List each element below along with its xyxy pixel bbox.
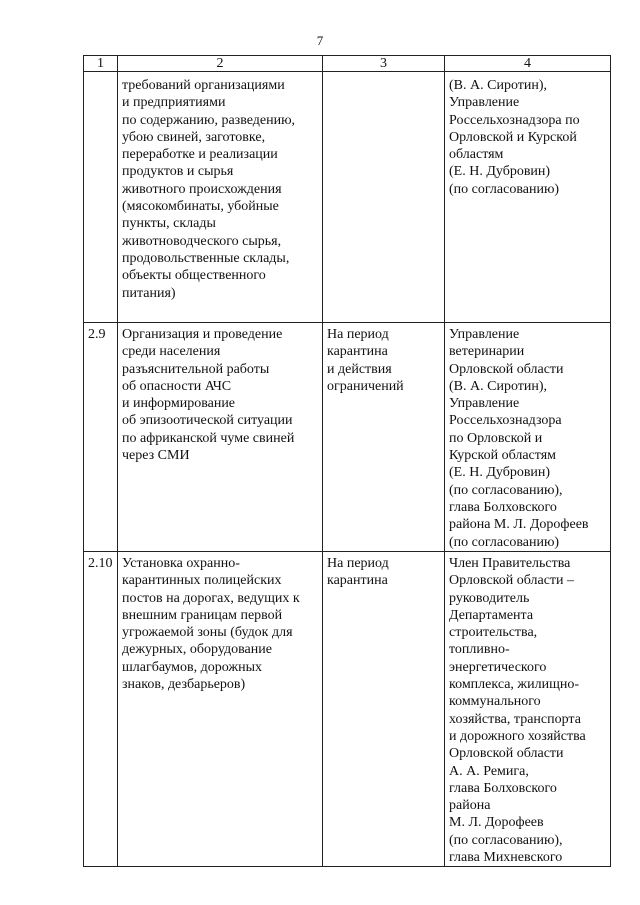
text-line: района М. Л. Дорофеев	[449, 517, 589, 533]
text-line: (по согласованию),	[449, 832, 563, 848]
text-line: карантина	[327, 573, 388, 589]
text-line: (В. А. Сиротин),	[449, 78, 548, 93]
text-line: (по согласованию)	[449, 534, 560, 550]
column-header-3: 3	[323, 56, 445, 72]
text-line: Департамента	[449, 607, 534, 623]
text-line: глава Болховского	[449, 780, 557, 796]
measure-cell	[118, 323, 323, 552]
text-line: переработке и реализации	[122, 147, 278, 163]
text-line: угрожаемой зоны (будок для	[122, 625, 293, 641]
text-line: животного происхождения	[122, 181, 282, 197]
text-line: карантина	[327, 344, 388, 360]
text-line: района	[449, 798, 491, 814]
text-line: и дорожного хозяйства	[449, 728, 586, 744]
text-line: постов на дорогах, ведущих к	[122, 590, 300, 606]
text-line: Член Правительства	[449, 556, 571, 571]
text-line: Орловской и Курской	[449, 129, 577, 145]
text-line: комплекса, жилищно-	[449, 677, 580, 693]
text-line: разъяснительной работы	[122, 361, 270, 377]
text-line: Россельхознадзора по	[449, 112, 580, 128]
measure-cell	[118, 552, 323, 867]
text-line: Управление	[449, 95, 520, 111]
column-header-1: 1	[84, 56, 118, 72]
text-line: пункты, склады	[122, 216, 216, 232]
text-line: об опасности АЧС	[122, 378, 232, 394]
text-line: по африканской чуме свиней	[122, 430, 295, 446]
text-line: по содержанию, разведению,	[122, 112, 296, 128]
text-line: знаков, дезбарьеров)	[122, 677, 246, 693]
responsible-cell	[445, 72, 611, 323]
text-line: М. Л. Дорофеев	[449, 815, 544, 831]
text-line: хозяйства, транспорта	[449, 711, 581, 727]
measure-cell	[118, 72, 323, 323]
measures-table	[83, 55, 611, 867]
text-line: А. А. Ремига,	[449, 763, 529, 779]
column-header-4: 4	[445, 56, 611, 72]
table-row	[84, 72, 611, 323]
text-line: глава Болховского	[449, 499, 557, 515]
text-line: животноводческого сырья,	[122, 233, 282, 249]
text-line: внешним границам первой	[122, 607, 283, 623]
period-cell	[323, 552, 445, 867]
table-header-row	[84, 56, 611, 72]
text-line: (Е. Н. Дубровин)	[449, 164, 551, 180]
text-line: (по согласованию)	[449, 181, 560, 197]
text-line: (мясокомбинаты, убойные	[122, 199, 279, 215]
text-line: через СМИ	[122, 448, 190, 464]
period-cell	[323, 72, 445, 323]
text-line: шлагбаумов, дорожных	[122, 659, 262, 675]
text-line: топливно-	[449, 642, 510, 658]
text-line: объекты общественного	[122, 268, 266, 284]
table-row	[84, 323, 611, 552]
text-line: На период	[327, 327, 389, 342]
text-line: продовольственные склады,	[122, 250, 290, 266]
text-line: и информирование	[122, 396, 236, 412]
text-line: Орловской области	[449, 746, 564, 762]
text-line: энергетического	[449, 659, 547, 675]
text-line: и предприятиями	[122, 95, 226, 111]
text-line: областям	[449, 147, 504, 163]
text-line: Управление	[449, 396, 520, 412]
text-line: руководитель	[449, 590, 530, 606]
row-number	[84, 72, 118, 323]
text-line: Орловской области –	[449, 573, 575, 589]
text-line: (В. А. Сиротин),	[449, 378, 548, 394]
responsible-cell	[445, 552, 611, 867]
text-line: среди населения	[122, 344, 221, 360]
text-line: дежурных, оборудование	[122, 642, 272, 658]
text-line: убою свиней, заготовке,	[122, 129, 266, 145]
text-line: требований организациями	[122, 78, 285, 93]
text-line: Организация и проведение	[122, 327, 283, 342]
text-line: Орловской области	[449, 361, 564, 377]
text-line: строительства,	[449, 625, 538, 641]
text-line: и действия	[327, 361, 392, 377]
text-line: продуктов и сырья	[122, 164, 234, 180]
period-cell	[323, 323, 445, 552]
text-line: ветеринарии	[449, 344, 525, 360]
column-header-2: 2	[118, 56, 323, 72]
text-line: Курской областям	[449, 448, 557, 464]
text-line: На период	[327, 556, 389, 571]
text-line: (по согласованию),	[449, 482, 563, 498]
responsible-cell	[445, 323, 611, 552]
text-line: коммунального	[449, 694, 541, 710]
text-line: об эпизоотической ситуации	[122, 413, 293, 429]
text-line: по Орловской и	[449, 430, 543, 446]
text-line: Управление	[449, 327, 520, 342]
text-line: питания)	[122, 285, 176, 301]
text-line: глава Михневского	[449, 850, 563, 866]
page-number: 7	[316, 33, 324, 48]
text-line: (Е. Н. Дубровин)	[449, 465, 551, 481]
row-number: 2.10	[84, 552, 118, 867]
text-line: Россельхознадзора	[449, 413, 562, 429]
text-line: ограничений	[327, 378, 404, 394]
table-row	[84, 552, 611, 867]
text-line: Установка охранно-	[122, 556, 240, 571]
text-line: карантинных полицейских	[122, 573, 282, 589]
row-number: 2.9	[84, 323, 118, 552]
